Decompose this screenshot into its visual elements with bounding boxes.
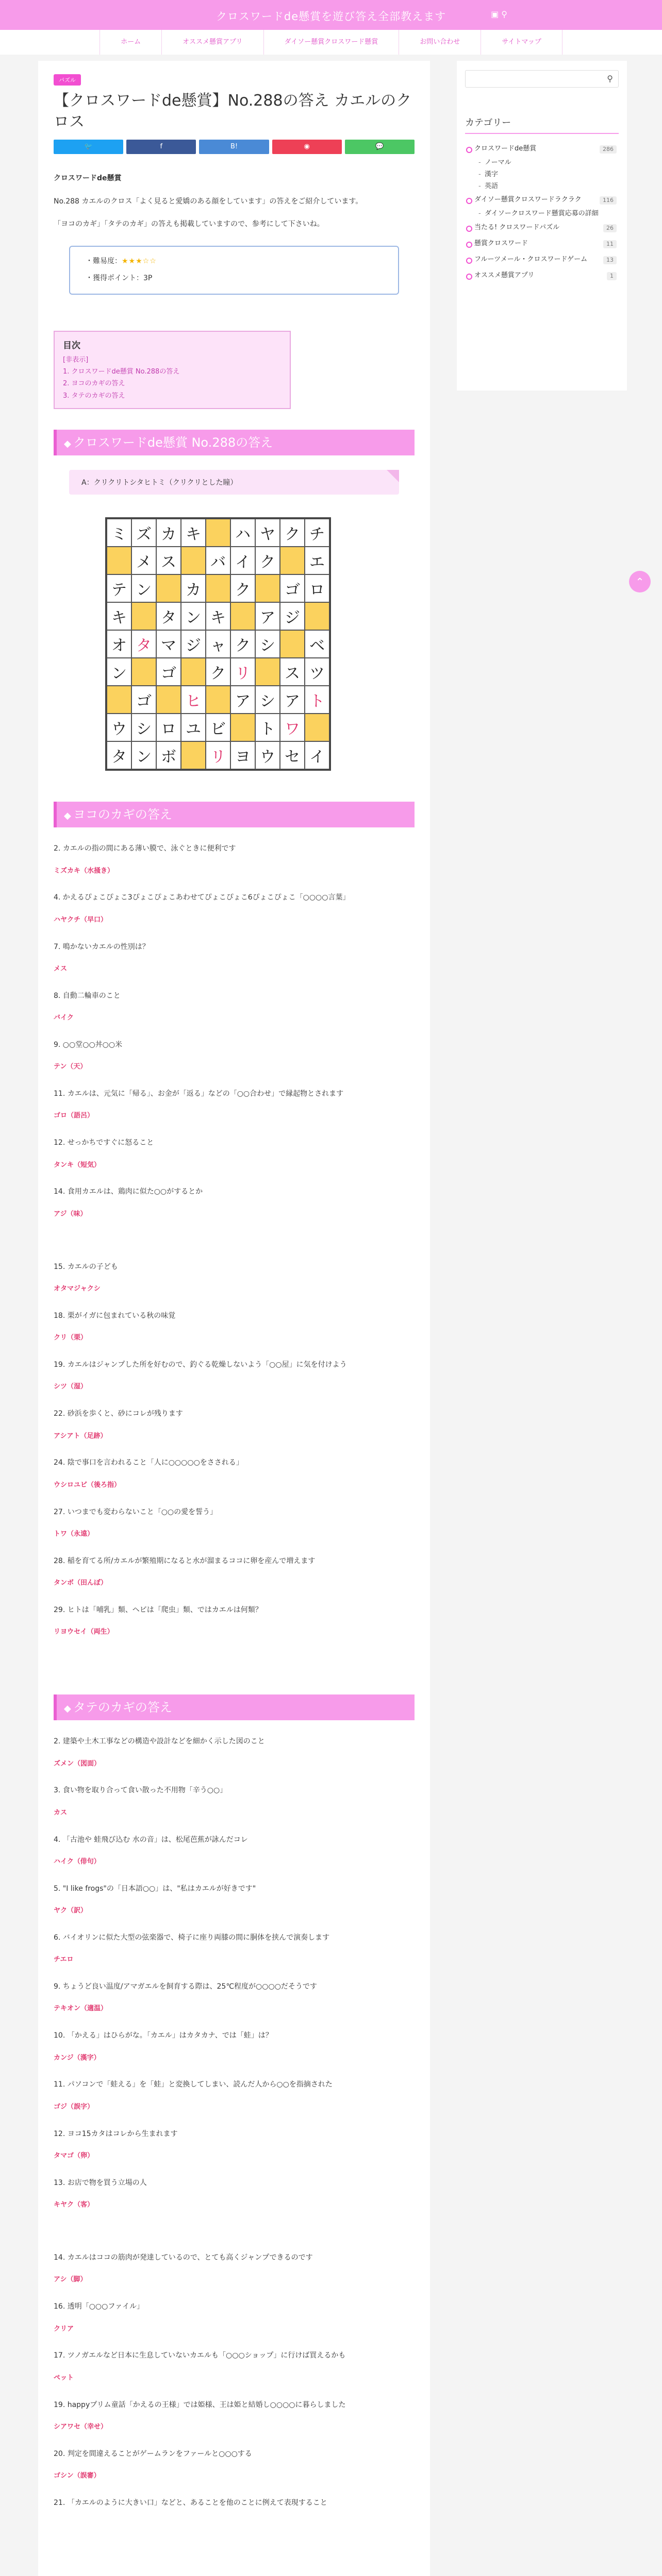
grid-cell: チ [305, 519, 329, 547]
clue-answer: ハイク（俳句） [54, 1857, 101, 1866]
toc-item-3[interactable]: 3. タテのカギの答え [63, 392, 125, 400]
clue-answer: クリア [54, 2325, 74, 2333]
grid-cell: リ [206, 741, 230, 769]
clue-text: 11. パソコンで「蛙える」を「蛙」と変換してしまい、読んだ人から○○を指摘された [54, 2080, 333, 2089]
grid-cell: ゴ [156, 658, 181, 686]
grid-cell [280, 630, 305, 658]
grid-cell: ア [230, 686, 255, 714]
grid-cell: カ [181, 574, 206, 602]
clue-answer: テン（天） [54, 1063, 87, 1071]
grid-cell: ズ [131, 519, 156, 547]
clue-text: 2. カエルの指の間にある薄い膜で、泳ぐときに便利です [54, 844, 236, 853]
grid-cell [255, 658, 280, 686]
grid-cell: ミ [107, 519, 131, 547]
clue-text: 18. 栗がイガに包まれている秋の味覚 [54, 1311, 176, 1320]
grid-cell: ン [131, 741, 156, 769]
yoko-clues [54, 843, 415, 1638]
grid-cell: リ [230, 658, 255, 686]
clue-text: 12. せっかちですぐに怒ること [54, 1139, 154, 1147]
subcategory-item[interactable]: - 英語 [478, 181, 619, 193]
grid-cell: ア [280, 686, 305, 714]
square-icon[interactable]: ▣ [491, 9, 499, 19]
subcategory-item[interactable]: - 漢字 [478, 169, 619, 181]
search-icon[interactable]: ⚲ [501, 9, 507, 19]
grid-cell [206, 574, 230, 602]
global-nav [0, 30, 662, 55]
clue-answer: トワ（永遠） [54, 1530, 94, 1538]
share-facebook-button[interactable]: f [126, 140, 196, 154]
clue-text: 12. ヨコ15カタはコレから生まれます [54, 2129, 178, 2138]
grid-cell: ロ [305, 574, 329, 602]
clue-text: 24. 陰で事口を言われること「人に○○○○○をさされる」 [54, 1459, 243, 1467]
grid-cell: ワ [280, 714, 305, 741]
grid-cell: シ [255, 630, 280, 658]
grid-cell [181, 741, 206, 769]
clue-text: 9. ちょうど良い温度/アマガエルを飼育する際は、25℃程度が○○○○だそうです [54, 1982, 317, 1991]
clue-answer: メス [54, 964, 68, 973]
grid-cell [181, 658, 206, 686]
section-tate-heading [54, 1694, 415, 1720]
grid-cell: ロ [156, 714, 181, 741]
clue-text: 3. 食い物を取り合って食い散った不用物「辛う○○」 [54, 1786, 227, 1795]
clue-text: 5. "I like frogs"の「日本語○○」は、"私はカエルが好きです" [54, 1884, 256, 1893]
clue-text: 7. 鳴かないカエルの性別は？ [54, 942, 150, 951]
category-count: 286 [600, 145, 617, 154]
grid-cell: ウ [255, 741, 280, 769]
clue-answer: アシアト（足跡） [54, 1432, 107, 1440]
grid-cell [230, 714, 255, 741]
category-badge[interactable]: パズル [54, 74, 81, 86]
clue-text: 14. 食用カエルは、鶏肉に似た○○がするとか [54, 1188, 203, 1196]
table-of-contents [54, 331, 291, 409]
clue-text: 2. 建築や土木工事などの構造や設計などを細かく示した図のこと [54, 1737, 265, 1746]
scroll-to-top-button[interactable]: ⌃ [629, 571, 651, 592]
clue-text: 19. happyプリム童話「かえるの王様」では姫様、王は姫と結婚し○○○○に暮らしました [54, 2400, 346, 2409]
grid-cell: ヨ [230, 741, 255, 769]
category-count: 13 [603, 256, 617, 264]
nav-daiso[interactable]: ダイソー懸賞クロスワード懸賞 [264, 30, 400, 55]
category-name: クロスワードde懸賞 [474, 145, 537, 152]
grid-cell [305, 602, 329, 630]
grid-cell: ス [156, 547, 181, 574]
grid-cell: シ [255, 686, 280, 714]
grid-cell: ク [206, 658, 230, 686]
header-icons [491, 9, 507, 19]
grid-cell [131, 658, 156, 686]
share-hatena-button[interactable]: B! [199, 140, 269, 154]
category-list [465, 141, 619, 283]
category-name: 当たる! クロスワードパズル [474, 224, 560, 232]
subcategory-item[interactable]: - ノーマル [478, 157, 619, 169]
grid-cell: ヤ [255, 519, 280, 547]
grid-cell: セ [280, 741, 305, 769]
grid-cell: バ [206, 547, 230, 574]
site-header [0, 0, 662, 30]
toc-toggle[interactable]: [非表示] [63, 355, 89, 364]
clue-answer: タンキ（短気） [54, 1161, 101, 1169]
grid-cell: ク [280, 519, 305, 547]
grid-cell [156, 574, 181, 602]
subcategory-item[interactable]: - ダイソークロスワード懸賞応募の詳細 [478, 208, 619, 220]
clue-answer: アシ（脚） [54, 2276, 87, 2284]
clue-answer: ゴシン（誤審） [54, 2472, 101, 2480]
clue-answer: カンジ（漢字） [54, 2054, 101, 2062]
category-sublist [465, 208, 619, 220]
clue-answer: ズメン（図面） [54, 1759, 101, 1768]
grid-cell: ア [255, 602, 280, 630]
nav-home[interactable]: ホーム [100, 30, 162, 55]
clue-answer: ミズカキ（水掻き） [54, 867, 114, 875]
section-answer-heading [54, 430, 415, 455]
clue-text: 4. かえるぴょこぴょこ3ぴょこぴょこあわせてぴょこぴょこ6ぴょこぴょこ「○○○○言葉」 [54, 893, 350, 902]
grid-cell: ウ [107, 714, 131, 741]
clue-text: 22. 砂浜を歩くと、砂にコレが残ります [54, 1410, 183, 1418]
clue-text: 14. カエルはココの筋肉が発達しているので、とても高くジャンプできるのです [54, 2253, 313, 2262]
grid-cell [131, 602, 156, 630]
grid-cell: マ [156, 630, 181, 658]
grid-cell [156, 686, 181, 714]
toc-item-2[interactable]: 2. ヨコのカギの答え [63, 380, 125, 388]
grid-cell: ャ [206, 630, 230, 658]
grid-cell: エ [305, 547, 329, 574]
category-count: 26 [603, 224, 617, 232]
grid-cell [255, 574, 280, 602]
grid-cell: オ [107, 630, 131, 658]
clue-text: 29. ヒトは「哺乳」類、ヘビは「爬虫」類、ではカエルは何類？ [54, 1605, 262, 1614]
clue-text: 9. ○○堂○○丼○○米 [54, 1040, 123, 1049]
diamond-icon: ◆ [64, 1703, 71, 1715]
grid-cell: ン [131, 574, 156, 602]
clue-answer: ゴジ（誤字） [54, 2103, 94, 2111]
grid-cell: ボ [156, 741, 181, 769]
toc-title: 目次 [63, 340, 80, 351]
grid-cell [280, 547, 305, 574]
sidebar [457, 61, 627, 391]
clue-text: 17. ツノガエルなど日本に生息していないカエルも「○○○ショップ」に行けば買えるかも [54, 2351, 346, 2360]
clue-answer: シツ（湿） [54, 1383, 88, 1391]
category-sublist [465, 157, 619, 193]
points: ・獲得ポイント：3P [86, 274, 153, 283]
grid-cell: ビ [206, 714, 230, 741]
clue-text: 20. 判定を間違えることがゲームランをファールと○○○する [54, 2449, 252, 2458]
category-name: 懸賞クロスワード [474, 239, 528, 247]
grid-cell: キ [206, 602, 230, 630]
difficulty-label: ・難易度： [86, 257, 122, 265]
category-title: カテゴリー [465, 115, 619, 134]
clue-answer: バイク [54, 1014, 74, 1022]
intro-text: No.288 カエルのクロス「よく見ると愛嬌のある顔をしています」の答えをご紹介しています。 [54, 197, 363, 206]
grid-cell: ク [230, 574, 255, 602]
category-name: ダイソー懸賞クロスワードラクラク [474, 196, 582, 204]
clue-text: 11. カエルは、元気に「帰る」、お金が「返る」などの「○○合わせ」で縁起物とされます [54, 1090, 344, 1098]
category-count: 1 [607, 272, 617, 280]
grid-cell: ユ [181, 714, 206, 741]
grid-cell: テ [107, 574, 131, 602]
grid-cell: ト [255, 714, 280, 741]
main-content [38, 61, 430, 2576]
category-count: 116 [600, 196, 617, 205]
grid-cell: キ [181, 519, 206, 547]
grid-cell: イ [305, 741, 329, 769]
clue-text: 16. 透明「○○○ファイル」 [54, 2302, 144, 2311]
diamond-icon: ◆ [64, 810, 71, 822]
grid-cell [230, 602, 255, 630]
grid-cell: ジ [181, 630, 206, 658]
category-item[interactable] [465, 141, 619, 157]
grid-cell [305, 714, 329, 741]
meta-box [69, 246, 399, 295]
clue-text: 27. いつまでも変わらないこと「○○の愛を誓う」 [54, 1507, 218, 1516]
grid-cell: タ [156, 602, 181, 630]
grid-cell: ゴ [131, 686, 156, 714]
clue-answer: ハヤクチ（早口） [54, 916, 108, 924]
grid-cell [107, 686, 131, 714]
clue-answer: カス [54, 1808, 68, 1817]
grid-cell: タ [131, 630, 156, 658]
clue-answer: ウシロユビ（後ろ指） [54, 1481, 121, 1489]
clue-answer: キヤク（客） [54, 2201, 94, 2209]
grid-cell: ジ [280, 602, 305, 630]
clue-text: 4. 「古池や 蛙飛び込む 水の音」は、松尾芭蕉が詠んだコレ [54, 1835, 248, 1844]
grid-cell: カ [156, 519, 181, 547]
clue-answer: ゴロ（語呂） [54, 1112, 94, 1120]
grid-cell: ベ [305, 630, 329, 658]
clue-answer: オタマジャクシ [54, 1285, 101, 1293]
grid-cell [206, 686, 230, 714]
clue-answer: タンボ（田んぼ） [54, 1579, 108, 1587]
category-count: 11 [603, 240, 617, 248]
category-item[interactable] [465, 192, 619, 208]
search-icon[interactable]: ⚲ [607, 74, 613, 83]
search-input[interactable] [470, 71, 604, 86]
share-bar [54, 140, 415, 154]
grid-cell: ト [305, 686, 329, 714]
section-yoko-heading [54, 802, 415, 827]
category-item[interactable] [465, 252, 619, 268]
grid-cell: キ [107, 602, 131, 630]
nav-recommended-apps[interactable]: オススメ懸賞アプリ [162, 30, 263, 55]
clue-text: 15. カエルの子ども [54, 1262, 118, 1271]
crossword-grid [105, 517, 331, 771]
section-yoko-title: ヨコのカギの答え [73, 807, 172, 822]
grid-cell: ヒ [181, 686, 206, 714]
clue-answer: アジ（味） [54, 1210, 87, 1218]
clue-answer: ヤク（訳） [54, 1907, 88, 1915]
grid-cell [181, 547, 206, 574]
grid-cell: ン [107, 658, 131, 686]
grid-cell: ス [280, 658, 305, 686]
diamond-icon: ◆ [64, 438, 71, 450]
clue-answer: シアワセ（幸せ） [54, 2422, 108, 2431]
clue-answer: リヨウセイ（両生） [54, 1628, 114, 1636]
grid-cell: タ [107, 741, 131, 769]
clue-text: 8. 自動二輪車のこと [54, 991, 121, 1000]
grid-cell: ク [230, 630, 255, 658]
grid-cell [206, 519, 230, 547]
clue-text: 28. 稲を育てる所/カエルが繁殖期になると水が溜まるココに卵を産んで増えます [54, 1556, 316, 1565]
clue-text: 6. バイオリンに似た大型の弦楽器で、椅子に座り両膝の間に胴体を挟んで演奏します [54, 1933, 330, 1942]
difficulty-stars: ★★★☆☆ [122, 257, 157, 265]
grid-cell: ン [181, 602, 206, 630]
clue-answer: チエロ [54, 1956, 74, 1964]
grid-cell: イ [230, 547, 255, 574]
clue-answer: クリ（栗） [54, 1334, 88, 1342]
intro [54, 172, 415, 231]
post-title: 【クロスワードde懸賞】No.288の答え カエルのクロス [54, 92, 412, 131]
share-twitter-button[interactable]: 🐦 [54, 140, 123, 154]
tate-clues [54, 1736, 415, 2509]
intro-note: 「ヨコのカギ」「タテのカギ」の答えも掲載していますので、参考にして下さいね。 [54, 220, 324, 229]
share-pocket-button[interactable]: ◉ [272, 140, 342, 154]
category-name: フルーツメール・クロスワードゲーム [474, 255, 588, 263]
grid-cell: ハ [230, 519, 255, 547]
category-name: オススメ懸賞アプリ [474, 271, 535, 279]
intro-heading: クロスワードde懸賞 [54, 174, 122, 182]
category-item[interactable] [465, 268, 619, 284]
clue-answer: ペット [54, 2374, 74, 2382]
sidebar-search [465, 70, 619, 88]
nav-contact[interactable]: お問い合わせ [399, 30, 481, 55]
section-answer-title: クロスワードde懸賞 No.288の答え [73, 435, 273, 450]
site-title[interactable]: クロスワードde懸賞を遊び答え全部教えます [216, 10, 446, 23]
answer-callout: A：クリクリトシタヒトミ（クリクリとした瞳） [69, 470, 399, 495]
clue-text: 21. 「カエルのように大きい口」などと、あることを他のことに例えて表現すること [54, 2498, 327, 2507]
grid-cell: シ [131, 714, 156, 741]
clue-answer: タマゴ（卵） [54, 2152, 94, 2160]
clue-answer: テキオン（適温） [54, 2005, 108, 2013]
clue-text: 13. お店で物を買う立場の人 [54, 2178, 147, 2187]
grid-cell: ク [255, 547, 280, 574]
category-item[interactable] [465, 220, 619, 236]
category-item[interactable] [465, 236, 619, 252]
section-tate-title: タテのカギの答え [73, 1700, 172, 1715]
grid-cell [107, 547, 131, 574]
clue-text: 10. 「かえる」はひらがな。「カエル」はカタカナ、では「蛙」は？ [54, 2031, 273, 2040]
grid-cell: メ [131, 547, 156, 574]
clue-text: 19. カエルはジャンプした所を好むので、釣ぐる乾燥しないよう「○○屋」に気を付けよう [54, 1361, 347, 1369]
grid-cell: ツ [305, 658, 329, 686]
share-line-button[interactable]: 💬 [345, 140, 415, 154]
nav-sitemap[interactable]: サイトマップ [481, 30, 562, 55]
grid-cell: ゴ [280, 574, 305, 602]
toc-item-1[interactable]: 1. クロスワードde懸賞 No.288の答え [63, 367, 180, 376]
